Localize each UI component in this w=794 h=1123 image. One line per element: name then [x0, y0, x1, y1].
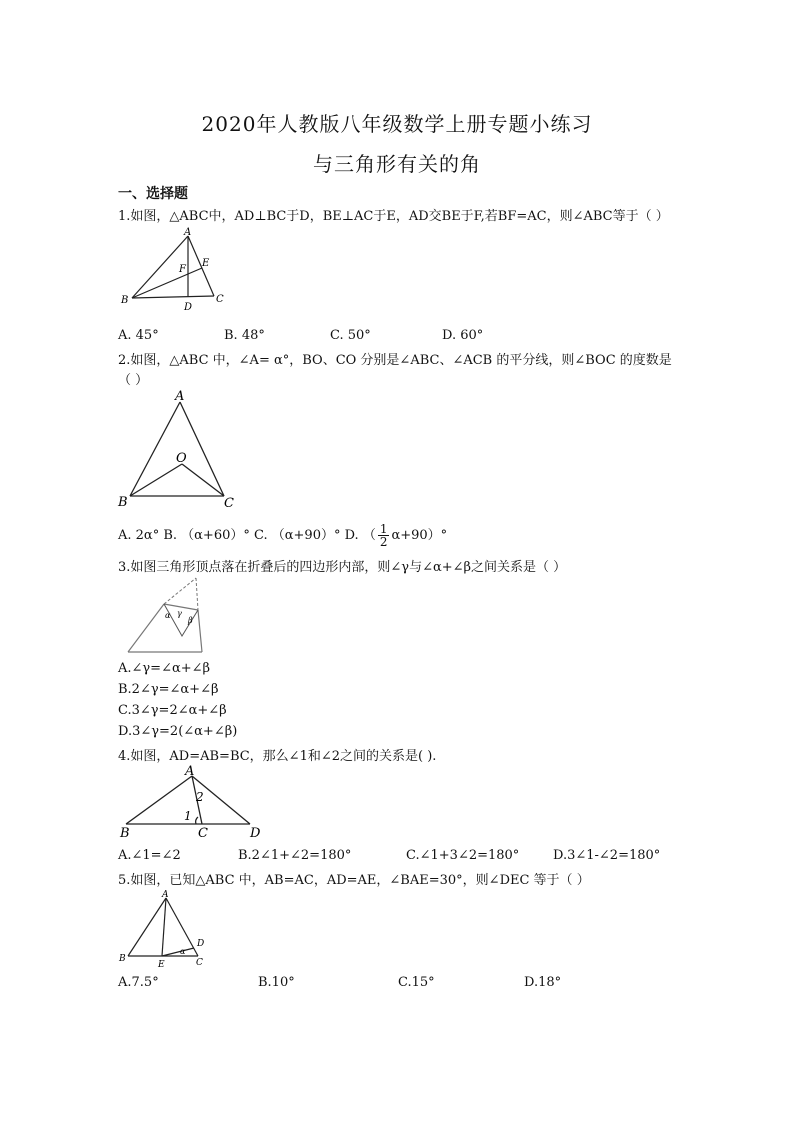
question-4-stem: 4.如图，AD=AB=BC，那么∠1和∠2之间的关系是( ).: [118, 749, 437, 764]
q2-label-b: B: [118, 495, 128, 510]
question-2-options: [118, 523, 447, 548]
q2-label-c: C: [224, 496, 234, 511]
q4-label-angle-2: 2: [196, 790, 204, 804]
q4-label-b: B: [120, 826, 130, 841]
q3-label-beta: β: [188, 616, 193, 625]
question-1-figure: [118, 226, 228, 314]
fraction-numerator: 1: [379, 522, 388, 536]
question-3-stem: 3.如图三角形顶点落在折叠后的四边形内部，则∠γ与∠α+∠β之间关系是（ ）: [118, 560, 567, 575]
question-2-stem: 2.如图，△ABC 中，∠A= α°，BO、CO 分别是∠ABC、∠ACB 的平分线，则∠BOC 的度数是: [118, 353, 672, 368]
question-4-option-a: A.∠1=∠2: [118, 848, 181, 863]
question-4-option-d: D.3∠1-∠2=180°: [553, 848, 661, 863]
q4-label-angle-1: 1: [184, 809, 192, 823]
question-1-option-b: B. 48°: [224, 328, 265, 343]
question-2-options-text: A. 2α° B. （α+60）° C. （α+90）° D. （: [118, 528, 376, 543]
document-subtitle: 与三角形有关的角: [313, 152, 481, 176]
fraction-denominator: 2: [379, 535, 388, 549]
question-5-figure: [118, 888, 218, 968]
q4-label-a: A: [185, 764, 195, 779]
q1-label-b: B: [121, 295, 129, 306]
q5-label-a: A: [162, 890, 169, 900]
question-3-option-a: A.∠γ=∠α+∠β: [118, 661, 211, 676]
question-2-options-tail: α+90）°: [391, 528, 448, 543]
q5-label-c: C: [196, 958, 203, 968]
q1-label-a: A: [184, 227, 192, 238]
question-1-option-a: A. 45°: [118, 328, 159, 343]
question-3-option-b: B.2∠γ=∠α+∠β: [118, 682, 219, 697]
question-3-figure: [118, 574, 218, 658]
question-5-option-a: A.7.5°: [118, 975, 159, 990]
q3-label-alpha: α: [165, 611, 171, 620]
question-3-option-c: C.3∠γ=2∠α+∠β: [118, 703, 227, 718]
question-2-stem-continued: （ ）: [118, 373, 149, 388]
question-5-option-b: B.10°: [258, 975, 295, 990]
question-5-option-d: D.18°: [524, 975, 562, 990]
q2-label-a: A: [175, 389, 185, 404]
document-title: 2020年人教版八年级数学上册专题小练习: [201, 112, 593, 136]
q1-label-f: F: [179, 264, 186, 275]
q5-label-d: D: [197, 939, 205, 949]
q3-label-gamma: γ: [177, 609, 182, 618]
question-4-figure: [118, 764, 268, 840]
q5-label-e: E: [158, 960, 165, 970]
q4-label-c: C: [198, 826, 208, 841]
question-3-option-d: D.3∠γ=2(∠α+∠β): [118, 724, 238, 739]
question-1-option-d: D. 60°: [442, 328, 484, 343]
question-5-stem: 5.如图，已知△ABC 中，AB=AC，AD=AE，∠BAE=30°，则∠DEC 等于（ ）: [118, 873, 590, 888]
half-fraction: [378, 523, 390, 548]
question-4-option-b: B.2∠1+∠2=180°: [238, 848, 352, 863]
q4-label-d: D: [250, 826, 261, 841]
q1-label-e: E: [202, 258, 210, 269]
section-heading: 一、选择题: [118, 186, 188, 202]
q2-label-o: O: [176, 451, 187, 466]
q5-label-alpha: α: [180, 947, 186, 956]
question-2-figure: [118, 388, 248, 516]
question-1-option-c: C. 50°: [330, 328, 371, 343]
q1-label-c: C: [216, 294, 224, 305]
question-1-stem: 1.如图，△ABC中，AD⊥BC于D，BE⊥AC于E，AD交BE于F,若BF=AC，则∠ABC等于（ ）: [118, 209, 669, 224]
q1-label-d: D: [184, 302, 193, 313]
question-4-option-c: C.∠1+3∠2=180°: [406, 848, 520, 863]
q5-label-b: B: [119, 954, 126, 964]
question-5-option-c: C.15°: [398, 975, 435, 990]
